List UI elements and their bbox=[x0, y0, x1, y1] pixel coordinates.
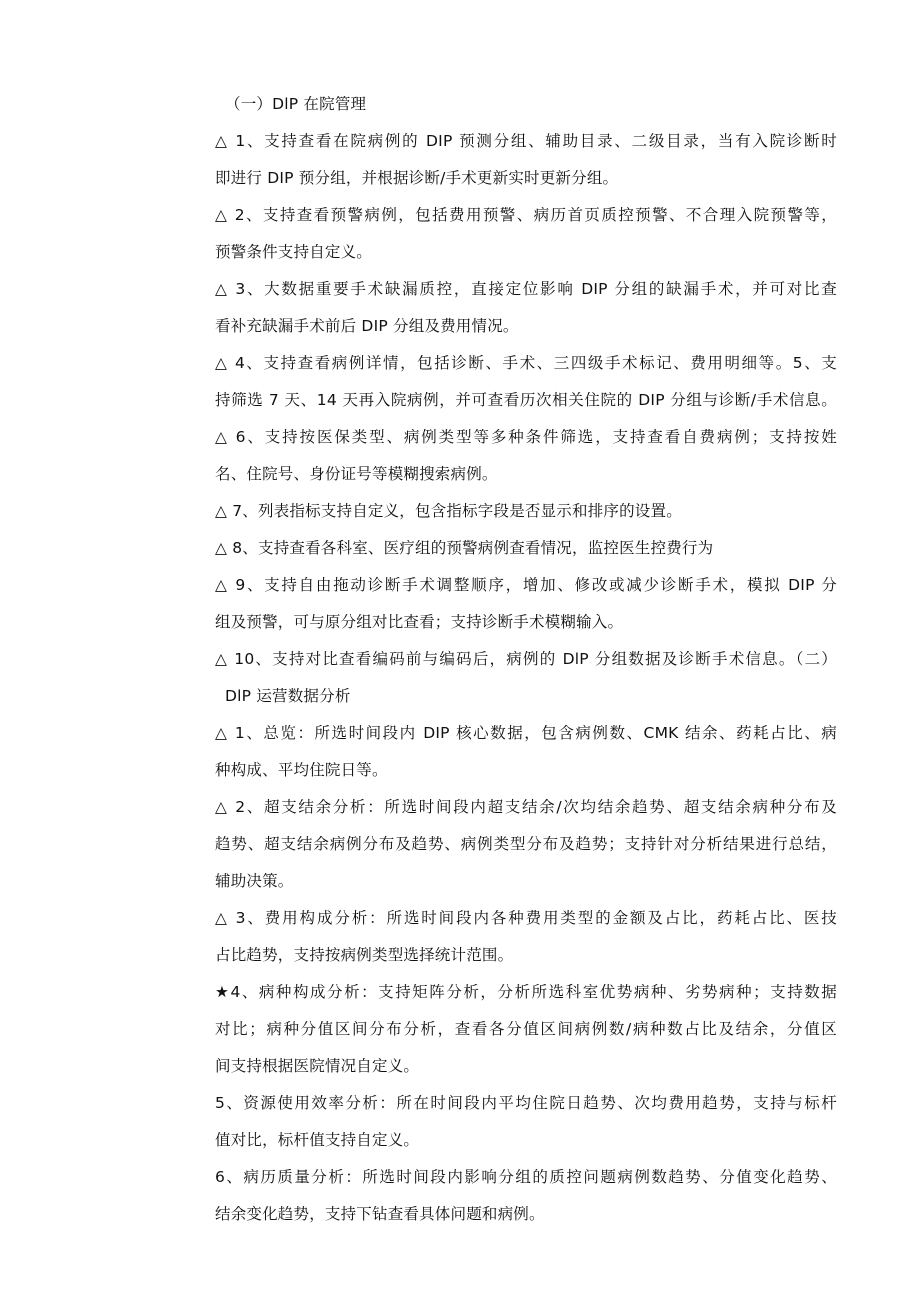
item-4-line-2: 持筛选 7 天、14 天再入院病例，并可查看历次相关住院的 DIP 分组与诊断/手术信息。 bbox=[215, 391, 837, 409]
item-6-line-2: 名、住院号、身份证号等模糊搜索病例。 bbox=[215, 465, 498, 483]
analysis-6-line-2: 结余变化趋势，支持下钻查看具体问题和病例。 bbox=[215, 1205, 545, 1223]
item-3-line-2: 看补充缺漏手术前后 DIP 分组及费用情况。 bbox=[215, 317, 519, 335]
analysis-1-line-2: 种构成、平均住院日等。 bbox=[215, 761, 388, 779]
analysis-2-line-2: 趋势、超支结余病例分布及趋势、病例类型分布及趋势；支持针对分析结果进行总结， bbox=[215, 835, 837, 853]
item-6-line-1: △ 6、支持按医保类型、病例类型等多种条件筛选，支持查看自费病例；支持按姓 bbox=[215, 428, 837, 446]
analysis-3-line-1: △ 3、费用构成分析：所选时间段内各种费用类型的金额及占比，药耗占比、医技 bbox=[215, 909, 837, 927]
analysis-2-line-3: 辅助决策。 bbox=[215, 872, 294, 890]
item-2-line-2: 预警条件支持自定义。 bbox=[215, 243, 373, 261]
section-heading-2: DlP 运营数据分析 bbox=[225, 687, 351, 705]
analysis-4-line-1: ★4、病种构成分析：支持矩阵分析，分析所选科室优势病种、劣势病种；支持数据 bbox=[215, 983, 837, 1001]
analysis-6-line-1: 6、病历质量分析：所选时间段内影响分组的质控问题病例数趋势、分值变化趋势、 bbox=[215, 1168, 837, 1186]
item-9-line-1: △ 9、支持自由拖动诊断手术调整顺序，增加、修改或减少诊断手术，模拟 DIP 分 bbox=[215, 576, 837, 594]
item-1-line-1: △ 1、支持查看在院病例的 DIP 预测分组、辅助目录、二级目录，当有入院诊断时 bbox=[215, 132, 837, 150]
analysis-4-line-2: 对比；病种分值区间分布分析，查看各分值区间病例数/病种数占比及结余，分值区 bbox=[215, 1020, 837, 1038]
item-3-line-1: △ 3、大数据重要手术缺漏质控，直接定位影响 DIP 分组的缺漏手术，并可对比查 bbox=[215, 280, 837, 298]
analysis-1-line-1: △ 1、总览：所选时间段内 DIP 核心数据，包含病例数、CMK 结余、药耗占比、病 bbox=[215, 724, 837, 742]
analysis-2-line-1: △ 2、超支结余分析：所选时间段内超支结余/次均结余趋势、超支结余病种分布及 bbox=[215, 798, 837, 816]
analysis-4-line-3: 间支持根据医院情况自定义。 bbox=[215, 1057, 420, 1075]
item-10-line-1: △ 10、支持对比查看编码前与编码后，病例的 DlP 分组数据及诊断手术信息。（二） bbox=[215, 650, 837, 668]
item-2-line-1: △ 2、支持查看预警病例，包括费用预警、病历首页质控预警、不合理入院预警等， bbox=[215, 206, 837, 224]
analysis-3-line-2: 占比趋势，支持按病例类型选择统计范围。 bbox=[215, 946, 514, 964]
item-7-line-1: △ 7、列表指标支持自定义，包含指标字段是否显示和排序的设置。 bbox=[215, 502, 682, 520]
item-1-line-2: 即进行 DIP 预分组，并根据诊断/手术更新实时更新分组。 bbox=[215, 169, 619, 187]
section-heading-1: （一）DlP 在院管理 bbox=[225, 95, 367, 113]
item-9-line-2: 组及预警，可与原分组对比查看；支持诊断手术模糊输入。 bbox=[215, 613, 624, 631]
analysis-5-line-2: 值对比，标杆值支持自定义。 bbox=[215, 1131, 420, 1149]
item-4-line-1: △ 4、支持查看病例详情，包括诊断、手术、三四级手术标记、费用明细等。5、支 bbox=[215, 354, 837, 372]
item-8-line-1: △ 8、支持查看各科室、医疗组的预警病例查看情况，监控医生控费行为 bbox=[215, 539, 714, 557]
analysis-5-line-1: 5、资源使用效率分析：所在时间段内平均住院日趋势、次均费用趋势，支持与标杆 bbox=[215, 1094, 837, 1112]
